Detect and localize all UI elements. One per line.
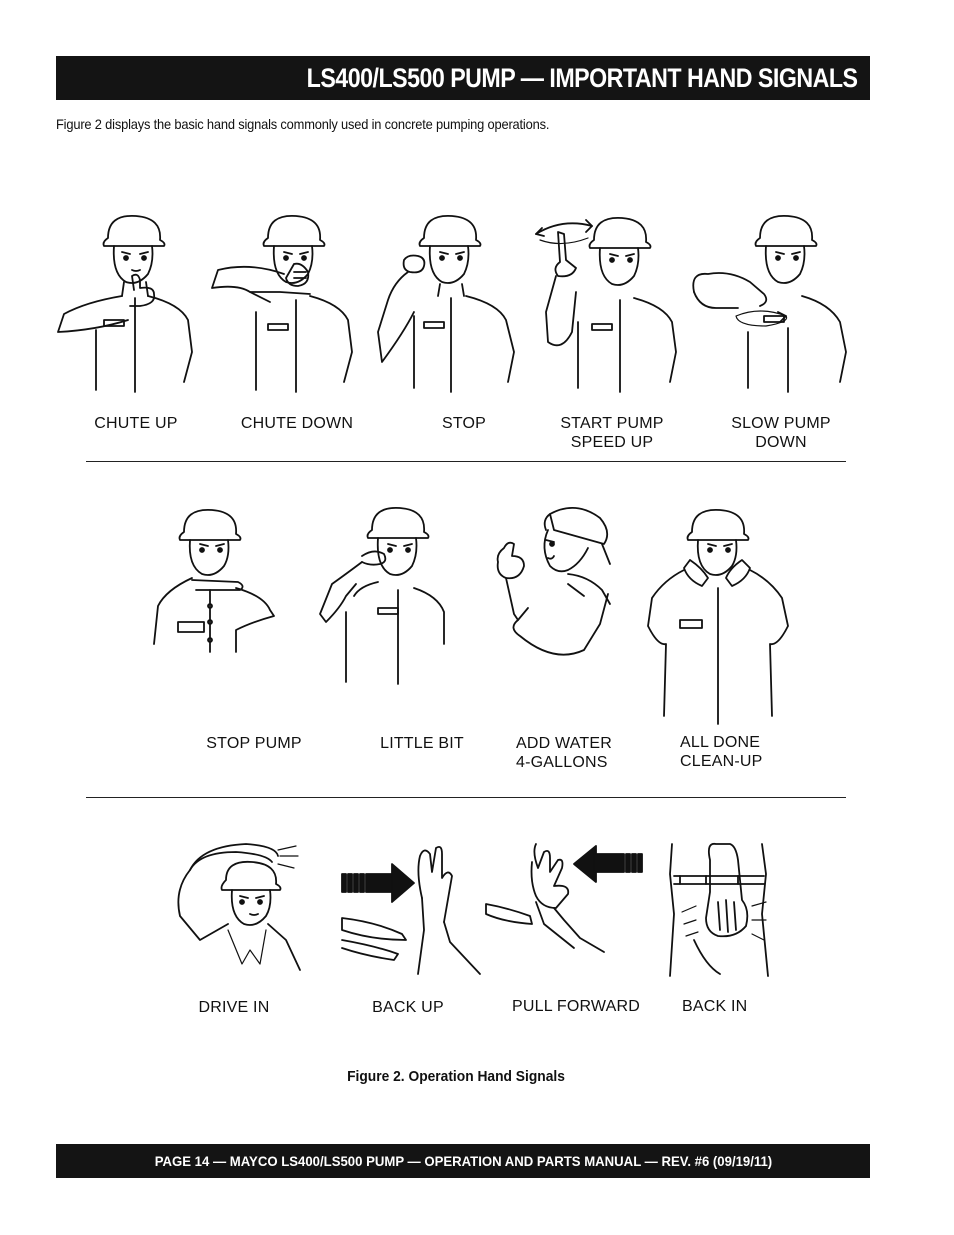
figure-stop-pump [152,506,282,656]
page-header [56,56,870,100]
figure-all-done [644,506,794,726]
figure-pull-forward [484,842,644,962]
figure-little-bit [316,504,446,684]
figure-chute-up [56,212,196,392]
figure-start-pump [532,212,682,392]
label-start-pump: START PUMP SPEED UP [560,415,664,451]
figure-drive-in [166,840,306,980]
arrow-right-icon [342,864,414,902]
label-all-done: ALL DONE CLEAN-UP [680,734,763,770]
label-pull-forward: PULL FORWARD [511,998,641,1015]
row-divider-2 [86,797,846,798]
label-back-up: BACK UP [372,999,444,1016]
intro-text: Figure 2 displays the basic hand signals commonly used in concrete pumping operations. [56,116,550,132]
label-little-bit: LITTLE BIT [380,735,464,752]
label-slow-pump: SLOW PUMP DOWN [731,415,831,451]
figure-back-up [336,842,486,982]
figure-chute-down [210,212,360,392]
label-chute-down: CHUTE DOWN [240,415,354,432]
row-divider-1 [86,461,846,462]
page-title: LS400/LS500 PUMP — IMPORTANT HAND SIGNALS [307,62,858,93]
label-stop: STOP [441,415,487,432]
figure-back-in [666,840,776,980]
label-add-water: ADD WATER 4-GALLONS [516,735,613,771]
label-back-in: BACK IN [682,998,748,1015]
arrow-left-icon [574,846,642,882]
label-drive-in: DRIVE IN [198,999,270,1016]
page-footer [56,1144,870,1178]
figure-slow-pump [690,212,850,392]
label-stop-pump: STOP PUMP [206,735,302,752]
figure-add-water [484,504,624,674]
footer-text: PAGE 14 — MAYCO LS400/LS500 PUMP — OPERATION AND PARTS MANUAL — REV. #6 (09/19/11) [154,1153,772,1169]
figure-stop [374,212,524,392]
figure-caption: Figure 2. Operation Hand Signals [347,1068,565,1085]
label-chute-up: CHUTE UP [94,415,178,432]
